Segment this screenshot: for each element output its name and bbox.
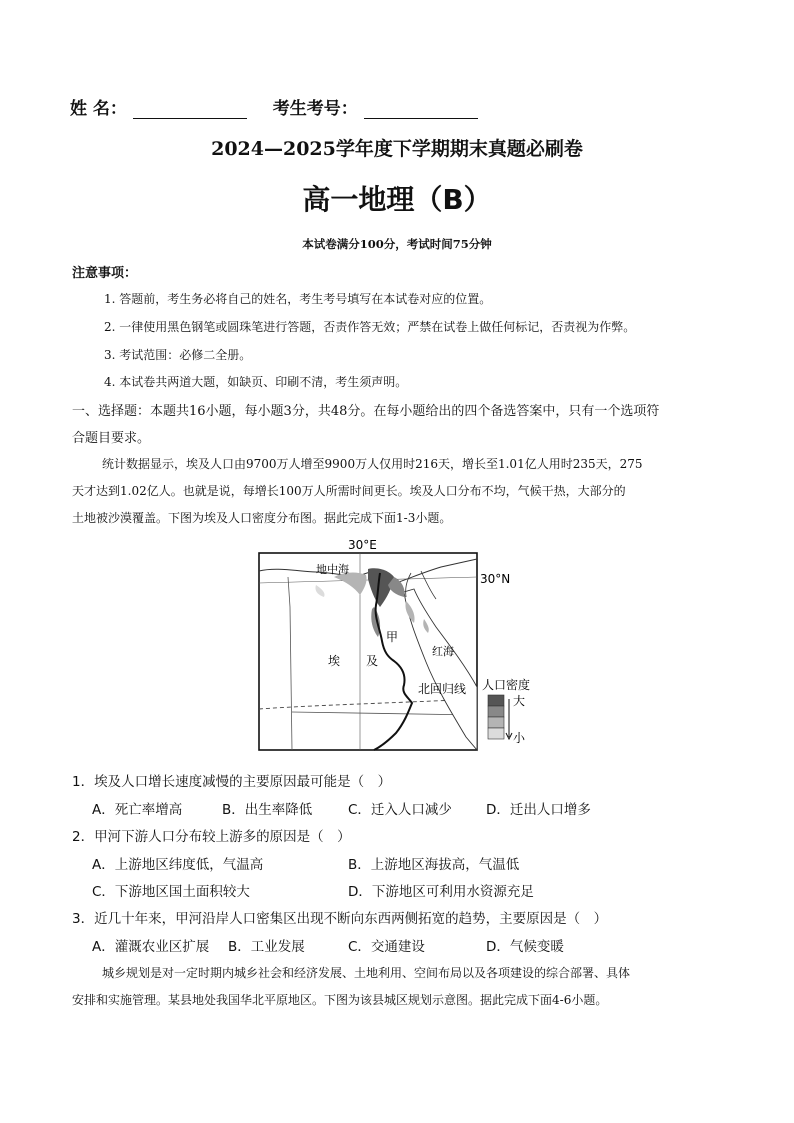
notice-item: 3. 考试范围：必修二全册。 [104, 348, 252, 362]
passage2-line: 城乡规划是对一定时期内城乡社会和经济发展、土地利用、空间布局以及各项建设的综合部署、具体 [102, 966, 631, 980]
score-info: 本试卷满分100分，考试时间75分钟 [302, 237, 492, 251]
red-sea-label: 红海 [432, 645, 454, 658]
legend-title: 人口密度 [482, 678, 531, 692]
name-blank[interactable] [133, 100, 247, 119]
density-legend [488, 695, 512, 739]
legend-high: 大 [513, 694, 526, 708]
legend-swatch-3 [488, 717, 504, 728]
egypt-population-map [256, 537, 552, 755]
notice-item: 2. 一律使用黑色钢笔或圆珠笔进行答题，否责作答无效；严禁在试卷上做任何标记，否责视为作弊。 [104, 320, 636, 334]
passage2-line: 安排和实施管理。某县地处我国华北平原地区。下图为该县城区规划示意图。据此完成下面4-6小题。 [72, 993, 608, 1007]
name-row [70, 94, 498, 119]
legend-swatch-2 [488, 706, 504, 717]
question-2-option-b[interactable]: B．上游地区海拔高，气温低 [348, 857, 520, 873]
passage-line: 天才达到1.02亿人。也就是说，每增长100万人所需时间更长。埃及人口分布不均，气候干热，大部分的 [72, 484, 626, 498]
question-3-stem: 3．近几十年来，甲河沿岸人口密集区出现不断向东西两侧拓宽的趋势，主要原因是（ ） [72, 911, 608, 927]
country-label-2: 及 [366, 654, 379, 668]
name-label: 姓 名： [70, 99, 127, 119]
notice-item: 1. 答题前，考生务必将自己的姓名，考生考号填写在本试卷对应的位置。 [104, 292, 492, 306]
passage-line: 统计数据显示，埃及人口由9700万人增至9900万人仅用时216天，增长至1.01亿人用时235天，275 [102, 457, 643, 471]
question-1-option-d[interactable]: D．迁出人口增多 [486, 802, 591, 818]
question-1-stem: 1．埃及人口增长速度减慢的主要原因最可能是（ ） [72, 774, 392, 790]
question-3-option-c[interactable]: C．交通建设 [348, 939, 425, 955]
lon-label: 30°E [348, 538, 377, 552]
question-3-option-a[interactable]: A．灌溉农业区扩展 [92, 939, 210, 955]
notice-heading: 注意事项： [72, 266, 138, 281]
exam-no-blank[interactable] [364, 100, 478, 119]
legend-swatch-4 [488, 728, 504, 739]
question-1-option-a[interactable]: A．死亡率增高 [92, 802, 183, 818]
question-2-option-d[interactable]: D．下游地区可利用水资源充足 [348, 884, 534, 900]
question-1-option-b[interactable]: B．出生率降低 [222, 802, 313, 818]
question-3-option-b[interactable]: B．工业发展 [228, 939, 305, 955]
legend-low: 小 [513, 731, 526, 745]
mediterranean-label: 地中海 [316, 563, 349, 576]
legend-swatch-1 [488, 695, 504, 706]
tropic-label: 北回归线 [418, 682, 467, 696]
passage-line: 土地被沙漠覆盖。下图为埃及人口密度分布图。据此完成下面1-3小题。 [72, 511, 452, 525]
river-label: 甲 [386, 630, 399, 644]
question-2-stem: 2．甲河下游人口分布较上游多的原因是（ ） [72, 829, 351, 845]
subject-title: 高一地理（B） [302, 183, 492, 216]
lat-label: 30°N [480, 572, 511, 586]
notice-item: 4. 本试卷共两道大题，如缺页、印刷不清，考生须声明。 [104, 375, 408, 389]
exam-title: 2024—2025学年度下学期期末真题必刷卷 [211, 138, 583, 160]
section-heading: 一、选择题：本题共16小题，每小题3分，共48分。在每小题给出的四个备选答案中，只有一个选项符 [72, 404, 660, 419]
question-3-option-d[interactable]: D．气候变暖 [486, 939, 564, 955]
question-2-option-c[interactable]: C．下游地区国土面积较大 [92, 884, 250, 900]
question-2-option-a[interactable]: A．上游地区纬度低，气温高 [92, 857, 264, 873]
question-1-option-c[interactable]: C．迁入人口减少 [348, 802, 452, 818]
section-heading-cont: 合题目要求。 [72, 431, 151, 446]
country-label-1: 埃 [328, 654, 341, 668]
exam-no-label: 考生考号： [272, 99, 358, 119]
